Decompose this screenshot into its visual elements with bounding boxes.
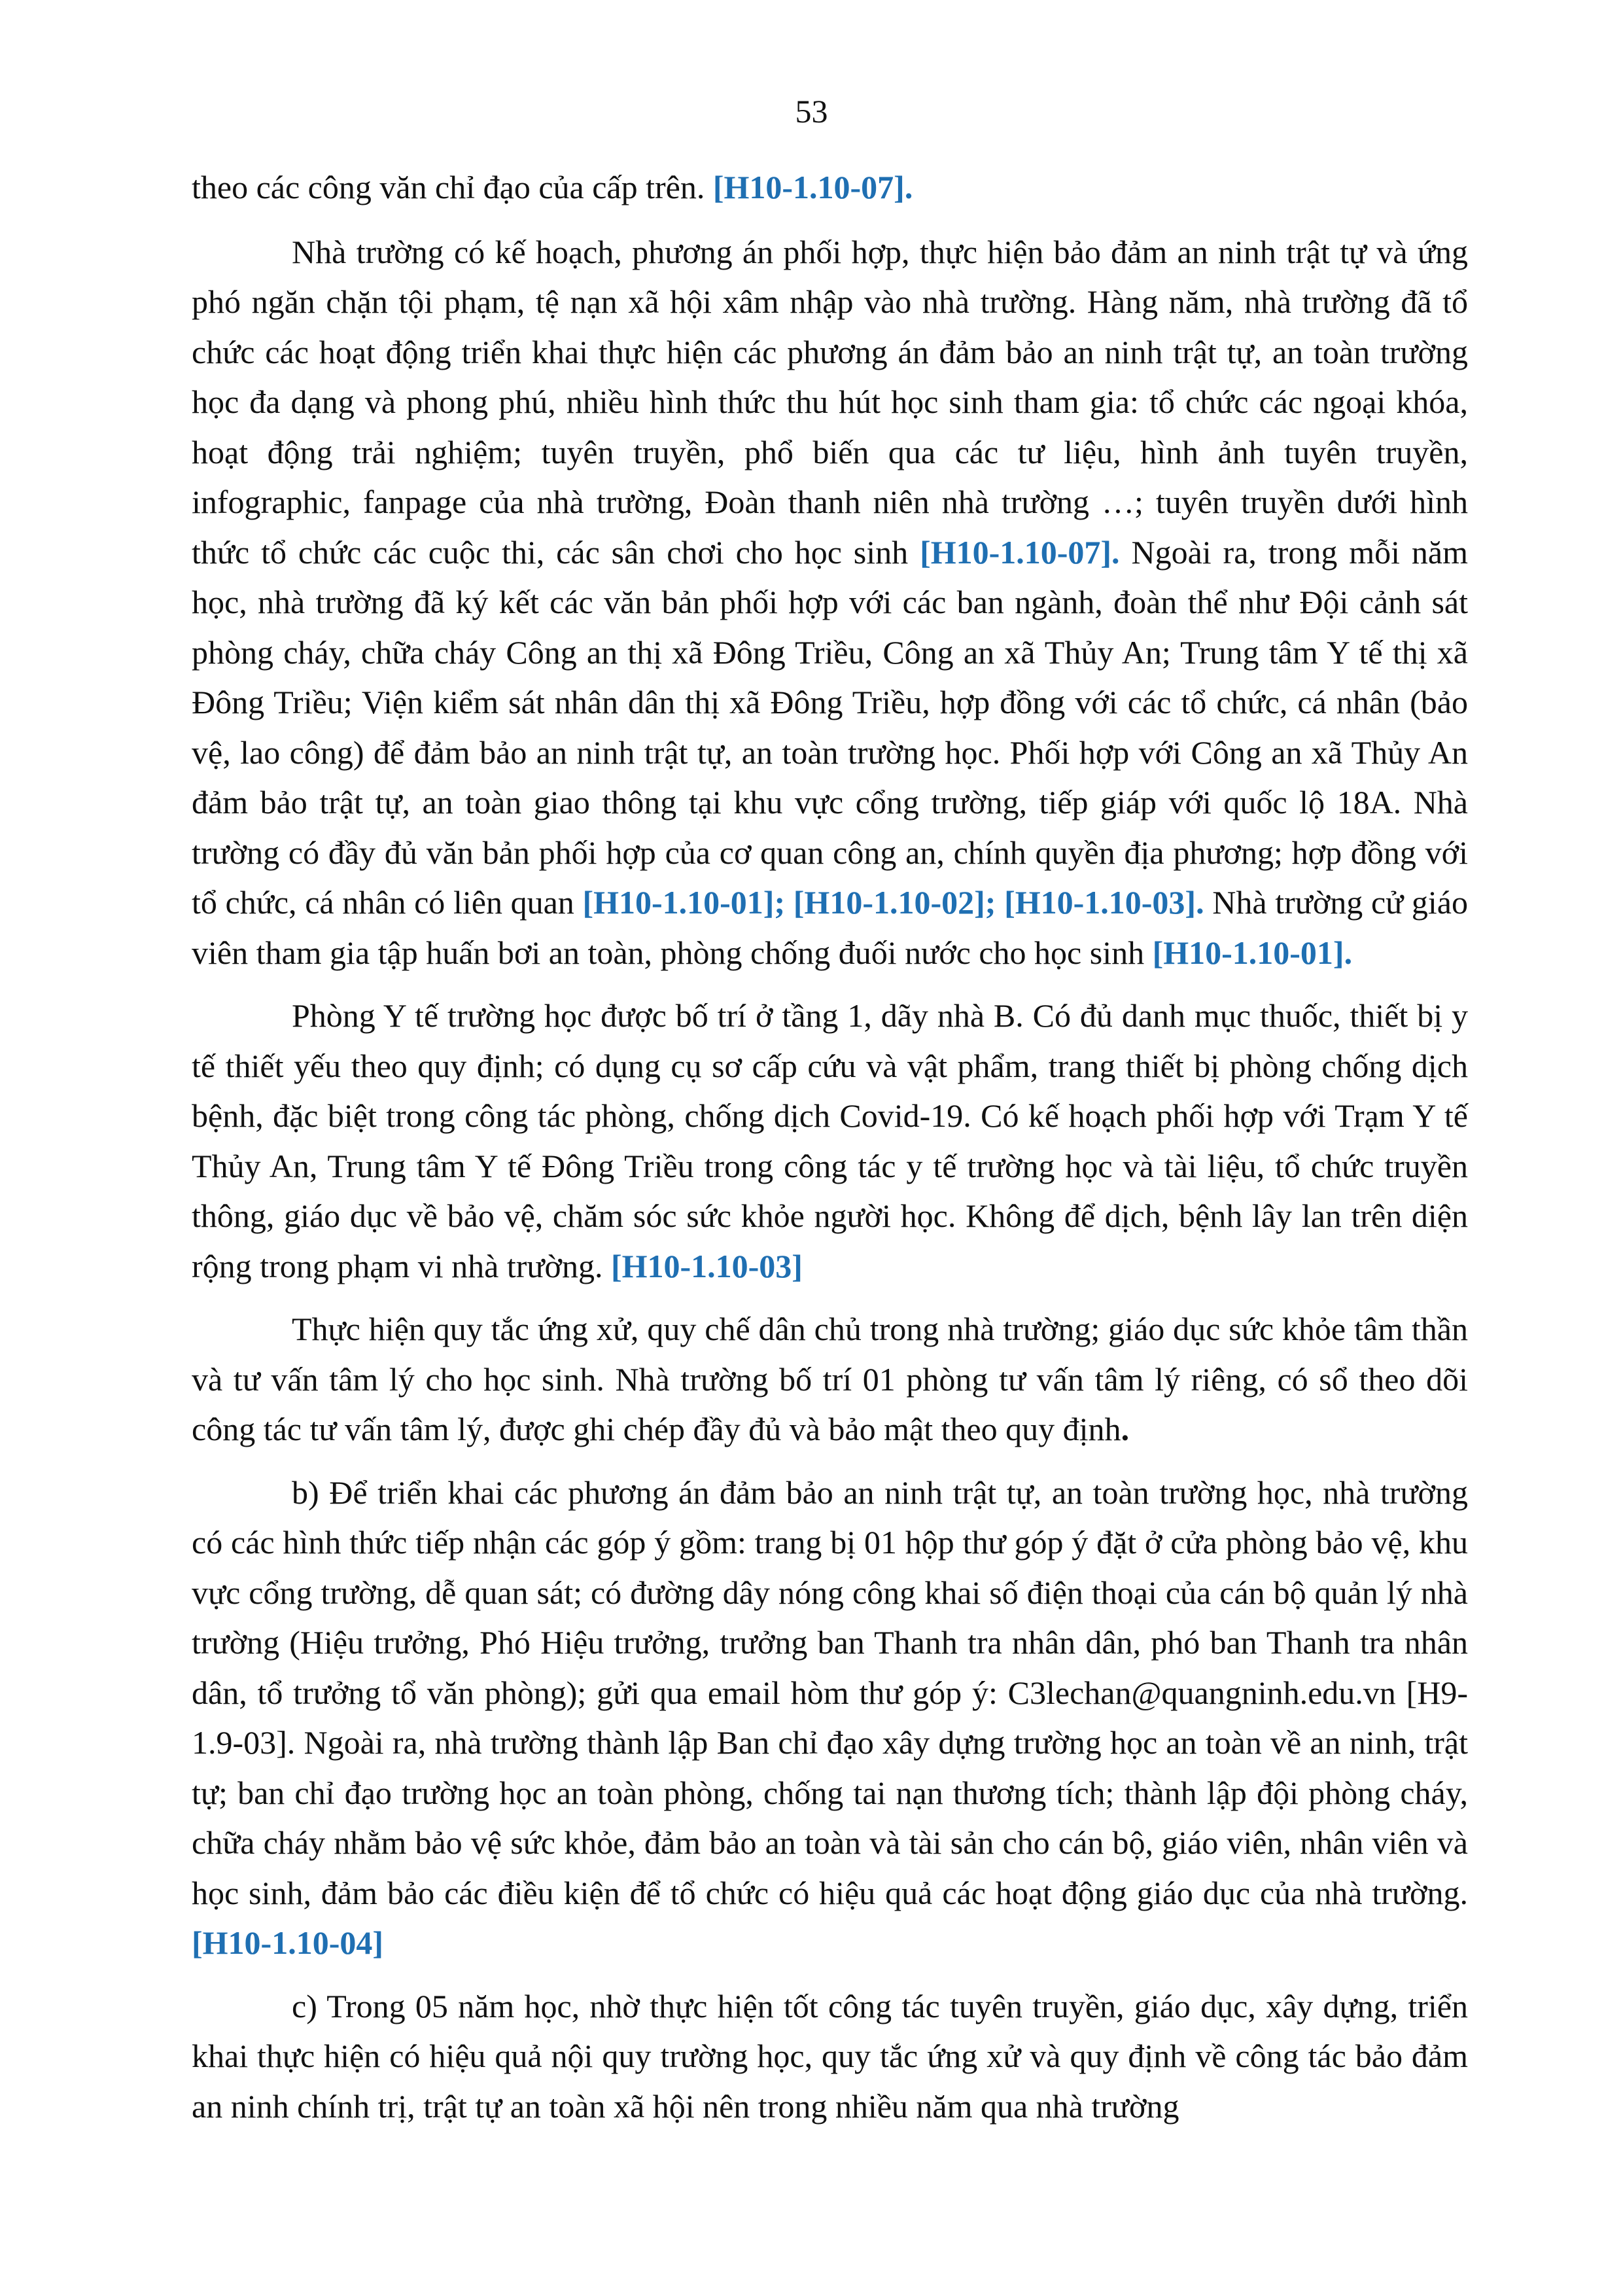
paragraph-continuation	[192, 162, 1468, 213]
bold-period: .	[1121, 1411, 1130, 1447]
paragraph-security-plan	[192, 227, 1468, 978]
paragraph-health-room	[192, 991, 1468, 1291]
evidence-reference: [H10-1.10-07].	[920, 533, 1120, 571]
evidence-reference: [H10-1.10-01].	[1152, 934, 1353, 971]
evidence-reference: [H10-1.10-04]	[192, 1924, 383, 1961]
text-segment: Phòng Y tế trường học được bố trí ở tầng 1, dãy nhà B. Có đủ danh mục thuốc, thiết bị y tế thiết yếu theo quy định; có dụng cụ sơ cấp cứu và vật phẩm, trang thiết bị phòng chống dịch bệnh, đặc biệt trong công tác phòng, chống dịch Covid-19. Có kế hoạch phối hợp với Trạm Y tế Thủy An, Trung tâm Y tế Đông Triều trong công tác y tế trường học và tài liệu, tổ chức truyền thông, giáo dục về bảo vệ, chăm sóc sức khỏe người học. Không để dịch, bệnh lây lan trên diện rộng trong phạm vi nhà trường.	[192, 997, 1468, 1284]
paragraph-feedback-channels	[192, 1468, 1468, 1968]
document-body	[192, 162, 1468, 2144]
evidence-reference: [H10-1.10-03]	[610, 1247, 803, 1284]
text-segment: Ngoài ra, trong mỗi năm học, nhà trường đã ký kết các văn bản phối hợp với các ban ngành, đoàn thể như Đội cảnh sát phòng cháy, chữa cháy Công an thị xã Đông Triều, Công an xã Thủy An; Trung tâm Y tế thị xã Đông Triều; Viện kiểm sát nhân dân thị xã Đông Triều, hợp đồng với các tổ chức, cá nhân (bảo vệ, lao công) để đảm bảo an ninh trật tự, an toàn trường học. Phối hợp với Công an xã Thủy An đảm bảo trật tự, an toàn giao thông tại khu vực cổng trường, tiếp giáp với quốc lộ 18A. Nhà trường có đầy đủ văn bản phối hợp của cơ quan công an, chính quyền địa phương; hợp đồng với tổ chức, cá nhân có liên quan	[192, 533, 1468, 921]
evidence-reference: [H10-1.10-01]; [H10-1.10-02]; [H10-1.10-03].	[582, 884, 1204, 921]
text-segment: Nhà trường có kế hoạch, phương án phối hợp, thực hiện bảo đảm an ninh trật tự và ứng phó ngăn chặn tội phạm, tệ nạn xã hội xâm nhập vào nhà trường. Hàng năm, nhà trường đã tổ chức các hoạt động triển khai thực hiện các phương án đảm bảo an ninh trật tự, an toàn trường học đa dạng và phong phú, nhiều hình thức thu hút học sinh tham gia: tổ chức các ngoại khóa, hoạt động trải nghiệm; tuyên truyền, phổ biến qua các tư liệu, hình ảnh tuyên truyền, infographic, fanpage của nhà trường, Đoàn thanh niên nhà trường …; tuyên truyền dưới hình thức tổ chức các cuộc thi, các sân chơi cho học sinh	[192, 233, 1468, 571]
text-segment: c) Trong 05 năm học, nhờ thực hiện tốt công tác tuyên truyền, giáo dục, xây dựng, triển khai thực hiện có hiệu quả nội quy trường học, quy tắc ứng xử và quy định về công tác bảo đảm an ninh chính trị, trật tự an toàn xã hội nên trong nhiều năm qua nhà trường	[192, 1987, 1468, 2125]
paragraph-results	[192, 1981, 1468, 2132]
page-number: 53	[795, 93, 828, 130]
text-segment: Thực hiện quy tắc ứng xử, quy chế dân chủ trong nhà trường; giáo dục sức khỏe tâm thần và tư vấn tâm lý cho học sinh. Nhà trường bố trí 01 phòng tư vấn tâm lý riêng, có sổ theo dõi công tác tư vấn tâm lý, được ghi chép đầy đủ và bảo mật theo quy định	[192, 1311, 1468, 1447]
evidence-reference: [H10-1.10-07].	[712, 169, 913, 205]
paragraph-counseling	[192, 1304, 1468, 1455]
text-segment: theo các công văn chỉ đạo của cấp trên.	[192, 169, 713, 205]
text-segment: b) Để triển khai các phương án đảm bảo an ninh trật tự, an toàn trường học, nhà trường có các hình thức tiếp nhận các góp ý gồm: trang bị 01 hộp thư góp ý đặt ở cửa phòng bảo vệ, khu vực cổng trường, dễ quan sát; có đường dây nóng công khai số điện thoại của cán bộ quản lý nhà trường (Hiệu trưởng, Phó Hiệu trưởng, trưởng ban Thanh tra nhân dân, phó ban Thanh tra nhân dân, tổ trưởng tổ văn phòng); gửi qua email hòm thư góp ý: C3lechan@quangninh.edu.vn [H9-1.9-03]. Ngoài ra, nhà trường thành lập Ban chỉ đạo xây dựng trường học an toàn về an ninh, trật tự; ban chỉ đạo trường học an toàn phòng, chống tai nạn thương tích; thành lập đội phòng cháy, chữa cháy nhằm bảo vệ sức khỏe, đảm bảo an toàn và tài sản cho cán bộ, giáo viên, nhân viên và học sinh, đảm bảo các điều kiện để tổ chức có hiệu quả các hoạt động giáo dục của nhà trường.	[192, 1474, 1468, 1911]
text-segment: Nhà trường cử giáo viên tham gia tập huấn bơi an toàn, phòng chống đuối nước cho học sinh	[192, 884, 1468, 971]
